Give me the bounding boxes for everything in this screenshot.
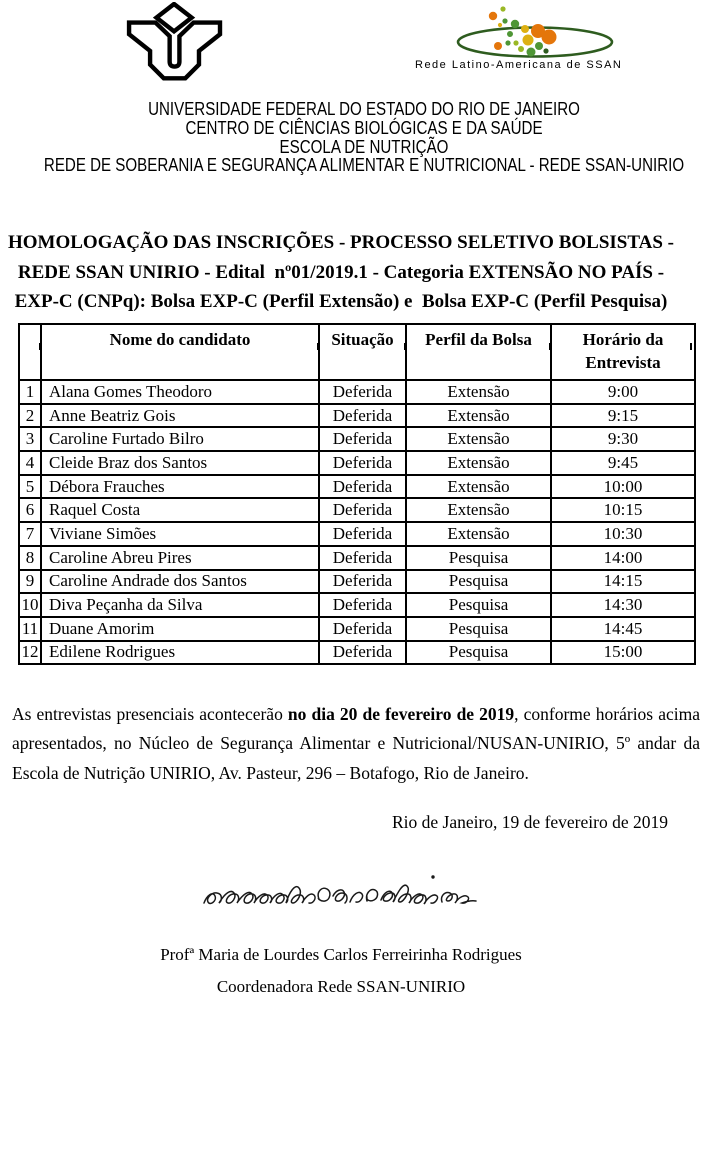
table-border-stub	[39, 343, 41, 350]
cell-num: 2	[19, 404, 41, 428]
cell-profile: Pesquisa	[406, 593, 551, 617]
cell-num: 12	[19, 641, 41, 665]
cell-time: 14:30	[551, 593, 695, 617]
cell-status: Deferida	[319, 427, 406, 451]
document-title	[0, 228, 682, 317]
signature-image	[198, 866, 482, 922]
cell-profile: Extensão	[406, 451, 551, 475]
signer-role: Coordenadora Rede SSAN-UNIRIO	[216, 977, 466, 996]
cell-status: Deferida	[319, 617, 406, 641]
paragraph-text-end: , conforme horários acima apresentados, no Núcleo de Segurança Alimentar e Nutricional/NUSAN-UNIRIO, 5º andar da Escola de Nutrição UNIRIO, Av. Pasteur, 296 – Botafogo, Rio de Janeiro.	[12, 703, 700, 783]
col-num-header	[19, 324, 41, 380]
cell-profile: Extensão	[406, 427, 551, 451]
table-row	[19, 404, 695, 428]
institution-header-line: CENTRO DE CIÊNCIAS BIOLÓGICAS E DA SAÚDE	[185, 117, 543, 138]
col-status-header: Situação	[319, 324, 406, 380]
cell-profile: Extensão	[406, 380, 551, 404]
cell-name: Diva Peçanha da Silva	[41, 593, 319, 617]
cell-time: 14:45	[551, 617, 695, 641]
interview-info-paragraph	[12, 700, 700, 789]
cell-profile: Extensão	[406, 498, 551, 522]
signer-name: Profª Maria de Lourdes Carlos Ferreirinha Rodrigues	[160, 945, 522, 964]
cell-num: 4	[19, 451, 41, 475]
cell-name: Anne Beatriz Gois	[41, 404, 319, 428]
cell-time: 14:00	[551, 546, 695, 570]
cell-status: Deferida	[319, 475, 406, 499]
signature-block	[0, 939, 682, 1003]
table-row	[19, 570, 695, 594]
table-row	[19, 593, 695, 617]
cell-profile: Extensão	[406, 404, 551, 428]
cell-num: 8	[19, 546, 41, 570]
table-row	[19, 475, 695, 499]
cell-name: Débora Frauches	[41, 475, 319, 499]
cell-status: Deferida	[319, 451, 406, 475]
cell-time: 9:00	[551, 380, 695, 404]
table-row	[19, 641, 695, 665]
cell-profile: Extensão	[406, 475, 551, 499]
table-border-stub	[317, 343, 319, 350]
cell-num: 10	[19, 593, 41, 617]
table-row	[19, 380, 695, 404]
cell-name: Viviane Simões	[41, 522, 319, 546]
table-row	[19, 546, 695, 570]
document-title-line: REDE SSAN UNIRIO - Edital nº01/2019.1 - Categoria EXTENSÃO NO PAÍS -	[17, 261, 665, 283]
institution-header-line: REDE DE SOBERANIA E SEGURANÇA ALIMENTAR E NUTRICIONAL - REDE SSAN-UNIRIO	[43, 155, 685, 176]
cell-name: Alana Gomes Theodoro	[41, 380, 319, 404]
cell-status: Deferida	[319, 498, 406, 522]
cell-num: 7	[19, 522, 41, 546]
institution-header-line: ESCOLA DE NUTRIÇÃO	[279, 136, 449, 157]
cell-num: 11	[19, 617, 41, 641]
cell-profile: Pesquisa	[406, 641, 551, 665]
document-title-line: EXP-C (CNPq): Bolsa EXP-C (Perfil Extensão) e Bolsa EXP-C (Perfil Pesquisa)	[14, 291, 668, 312]
cell-num: 3	[19, 427, 41, 451]
institution-header-line: UNIVERSIDADE FEDERAL DO ESTADO DO RIO DE JANEIRO	[148, 99, 580, 119]
cell-profile: Pesquisa	[406, 546, 551, 570]
ssan-logo-icon	[415, 4, 615, 60]
cell-status: Deferida	[319, 404, 406, 428]
col-profile-header: Perfil da Bolsa	[406, 324, 551, 380]
cell-status: Deferida	[319, 570, 406, 594]
cell-name: Duane Amorim	[41, 617, 319, 641]
cell-num: 6	[19, 498, 41, 522]
cell-num: 9	[19, 570, 41, 594]
col-time-header: Horário da Entrevista	[551, 324, 695, 380]
cell-name: Caroline Furtado Bilro	[41, 427, 319, 451]
cell-time: 10:00	[551, 475, 695, 499]
ssan-logo-label: Rede Latino-Americana de SSAN	[415, 59, 623, 71]
cell-time: 9:15	[551, 404, 695, 428]
table-border-stub	[549, 343, 551, 350]
table-header-row	[19, 324, 695, 380]
cell-status: Deferida	[319, 641, 406, 665]
cell-name: Caroline Abreu Pires	[41, 546, 319, 570]
cell-name: Cleide Braz dos Santos	[41, 451, 319, 475]
cell-name: Raquel Costa	[41, 498, 319, 522]
cell-time: 9:30	[551, 427, 695, 451]
table-row	[19, 617, 695, 641]
table-row	[19, 451, 695, 475]
cell-num: 5	[19, 475, 41, 499]
col-name-header: Nome do candidato	[41, 324, 319, 380]
candidates-table-body	[19, 380, 695, 664]
table-border-stub	[18, 343, 20, 350]
table-row	[19, 522, 695, 546]
table-row	[19, 427, 695, 451]
cell-profile: Extensão	[406, 522, 551, 546]
cell-status: Deferida	[319, 522, 406, 546]
cell-time: 10:30	[551, 522, 695, 546]
place-date-line: Rio de Janeiro, 19 de fevereiro de 2019	[391, 812, 668, 832]
unirio-logo-icon	[125, 2, 227, 90]
table-row	[19, 498, 695, 522]
cell-time: 14:15	[551, 570, 695, 594]
candidates-table	[18, 323, 696, 665]
cell-profile: Pesquisa	[406, 617, 551, 641]
table-border-stub	[404, 343, 406, 350]
cell-status: Deferida	[319, 593, 406, 617]
institution-header	[0, 100, 728, 175]
table-header	[19, 324, 695, 380]
document-title-line: HOMOLOGAÇÃO DAS INSCRIÇÕES - PROCESSO SELETIVO BOLSISTAS -	[7, 232, 674, 253]
cell-time: 15:00	[551, 641, 695, 665]
cell-time: 10:15	[551, 498, 695, 522]
table-border-stub	[690, 343, 692, 350]
cell-status: Deferida	[319, 380, 406, 404]
interview-date-bold: no dia 20 de fevereiro de 2019	[287, 703, 515, 724]
cell-time: 9:45	[551, 451, 695, 475]
cell-status: Deferida	[319, 546, 406, 570]
paragraph-text-start: As entrevistas presenciais acontecerão	[12, 703, 288, 724]
cell-name: Edilene Rodrigues	[41, 641, 319, 665]
cell-profile: Pesquisa	[406, 570, 551, 594]
cell-num: 1	[19, 380, 41, 404]
cell-name: Caroline Andrade dos Santos	[41, 570, 319, 594]
ssan-logo	[415, 4, 623, 74]
candidates-table-wrapper	[18, 323, 696, 665]
